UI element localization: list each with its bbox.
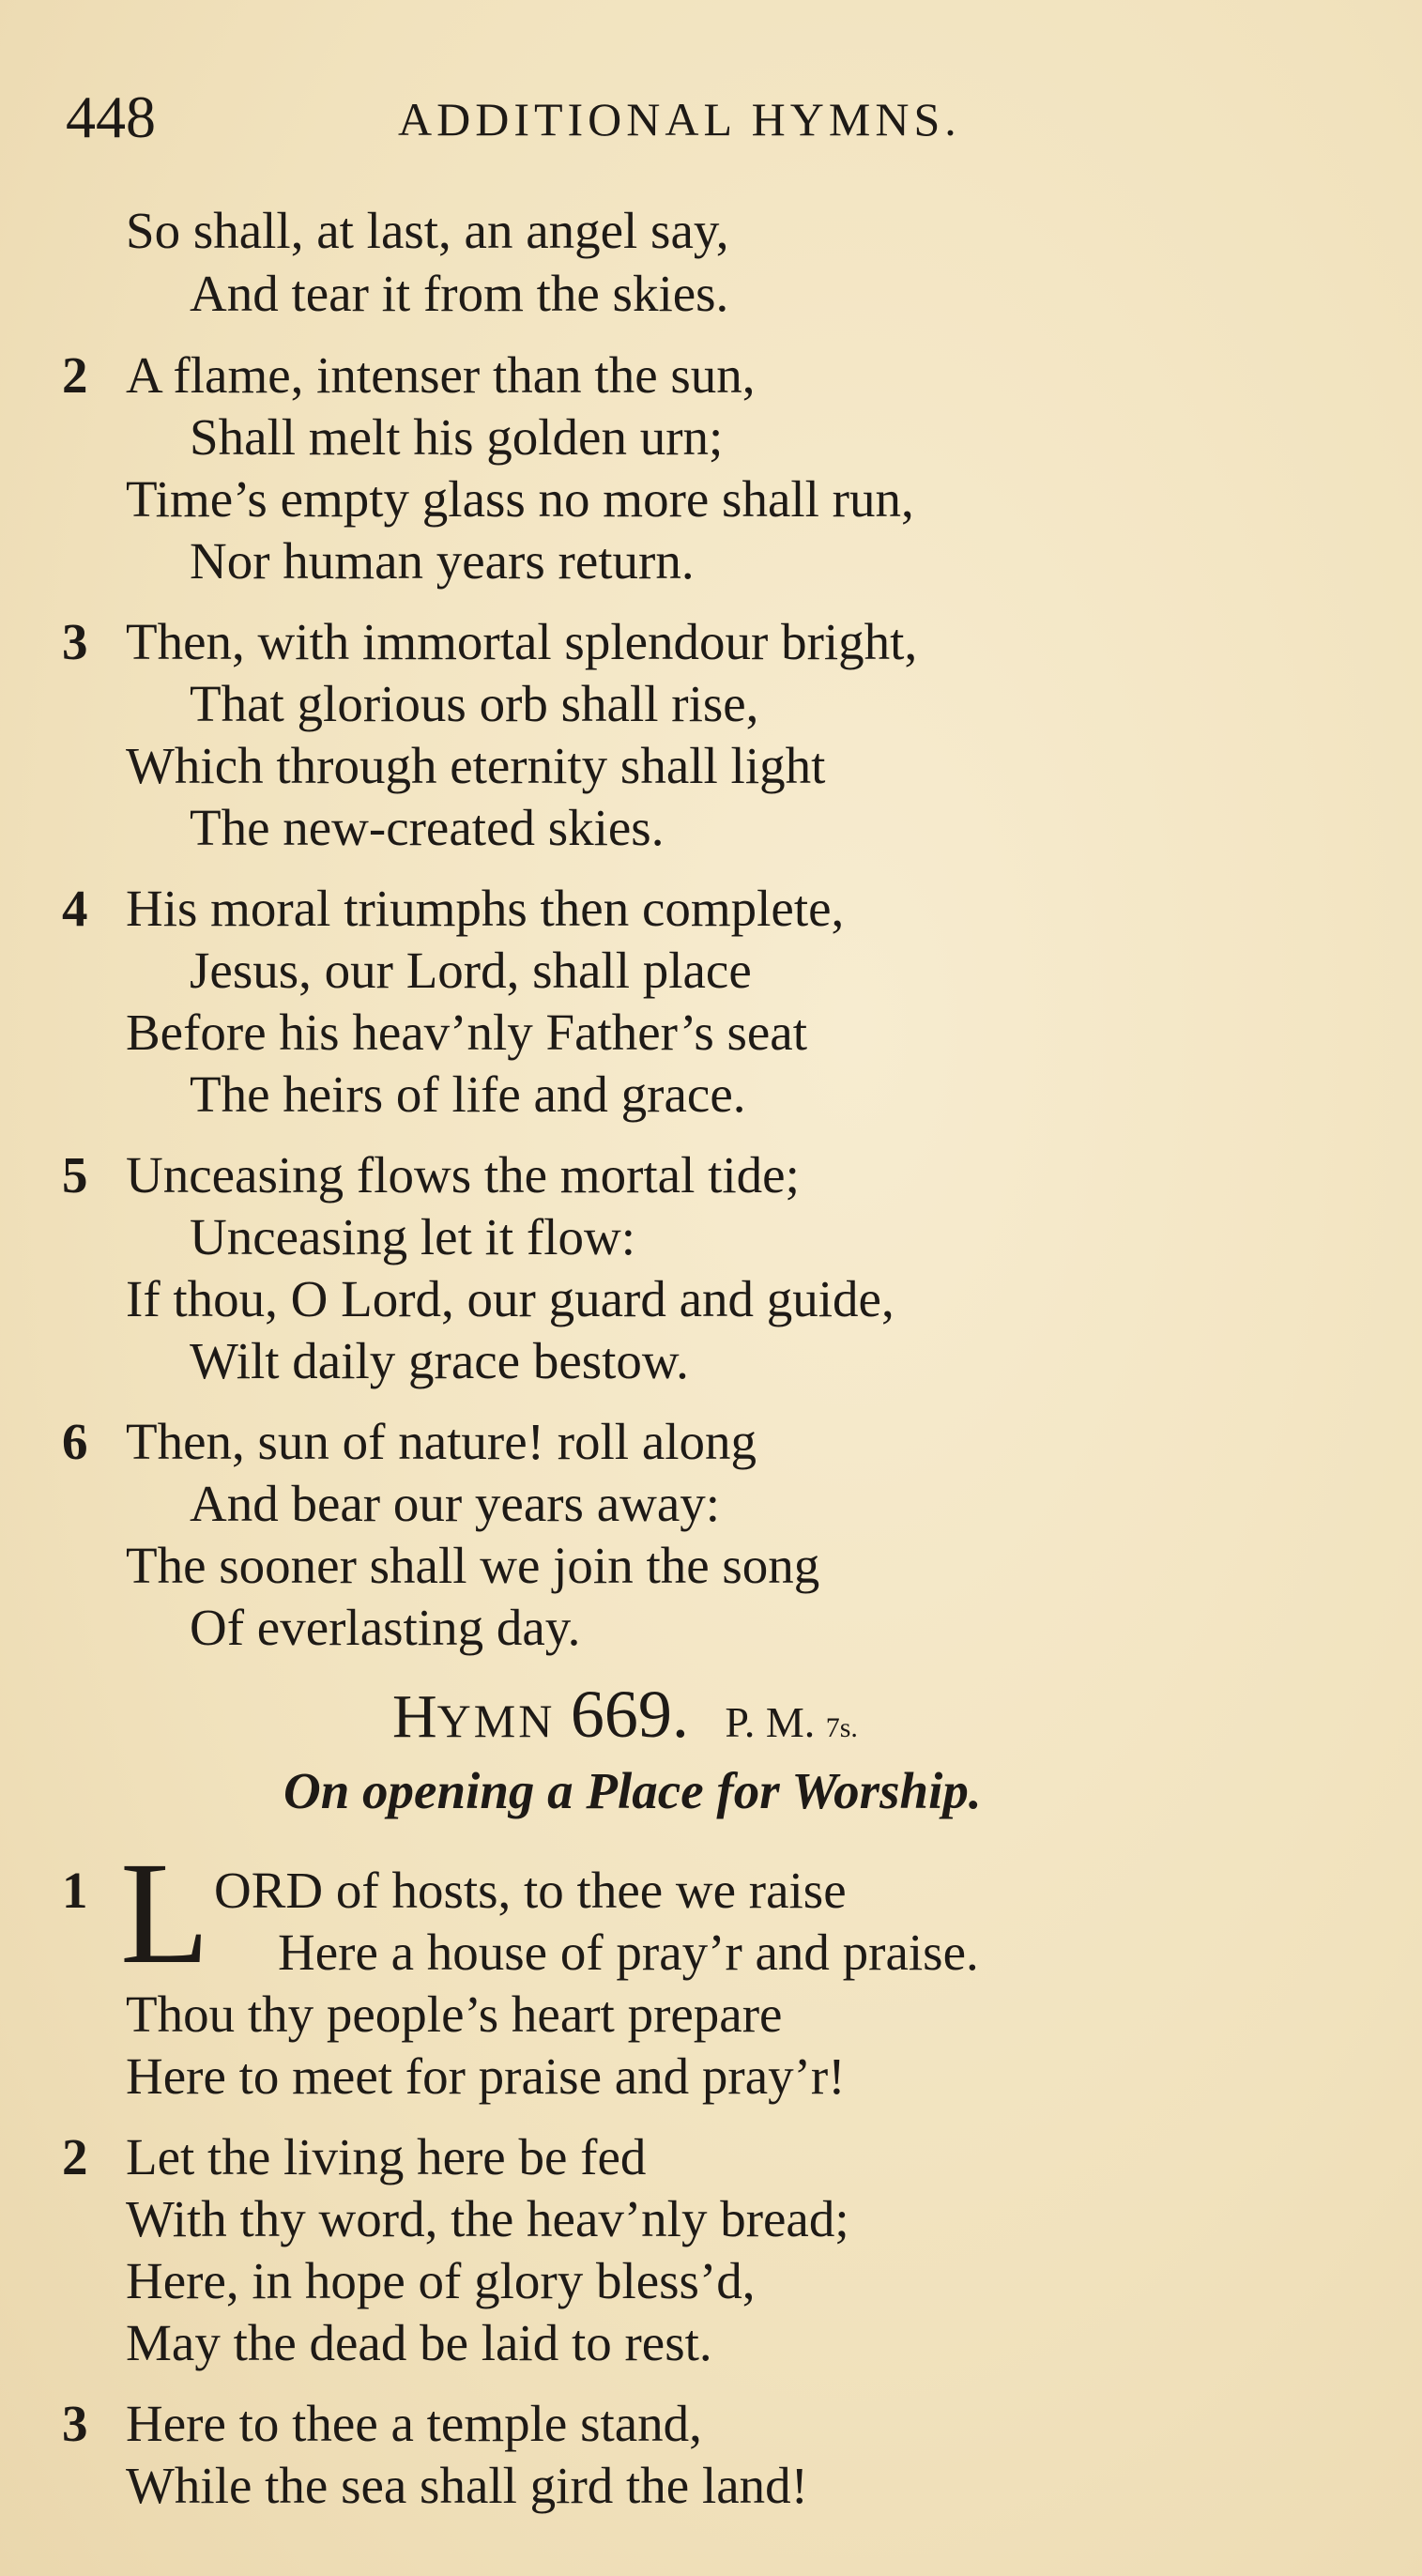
verse-line: His moral triumphs then complete,: [126, 880, 845, 937]
verse-line: The new-created skies.: [190, 799, 665, 856]
verse-line: Unceasing let it flow:: [190, 1208, 636, 1265]
verse-number: 3: [62, 613, 88, 670]
verse-line: And bear our years away:: [190, 1475, 721, 1532]
hymn-title-rest: YMN: [436, 1694, 556, 1747]
verse-line: A flame, intenser than the sun,: [126, 346, 756, 404]
verse-number: 2: [62, 346, 88, 404]
hymn-subtitle: On opening a Place for Worship.: [283, 1762, 982, 1819]
verse-line: Let the living here be fed: [126, 2128, 647, 2185]
running-head: ADDITIONAL HYMNS.: [398, 93, 961, 146]
verse-line: If thou, O Lord, our guard and guide,: [126, 1270, 894, 1327]
verse-line: Here to meet for praise and pray’r!: [126, 2047, 846, 2105]
verse-line: Wilt daily grace bestow.: [190, 1332, 689, 1389]
verse-line: Here a house of pray’r and praise.: [278, 1924, 979, 1981]
verse-line: Thou thy people’s heart prepare: [126, 1986, 783, 2043]
hymn-meter: [725, 1698, 858, 1746]
verse-line: While the sea shall gird the land!: [126, 2457, 808, 2514]
verse-number: 5: [62, 1146, 88, 1204]
verse-number: 6: [62, 1413, 88, 1470]
verse-line: So shall, at last, an angel say,: [126, 202, 729, 259]
verse-line: ORD of hosts, to thee we raise: [214, 1862, 847, 1919]
verse-line: Jesus, our Lord, shall place: [190, 942, 752, 999]
verse-line: Nor human years return.: [190, 532, 695, 590]
verse-line: Here, in hope of glory bless’d,: [126, 2252, 756, 2309]
drop-cap: L: [120, 1832, 210, 1994]
verse-line: The sooner shall we join the song: [126, 1537, 820, 1594]
verse-line: And tear it from the skies.: [190, 265, 729, 322]
hymn-title: [392, 1677, 858, 1752]
verse-line: That glorious orb shall rise,: [190, 675, 759, 732]
verse-line: Of everlasting day.: [190, 1599, 581, 1656]
verse-line: Time’s empty glass no more shall run,: [126, 470, 914, 528]
verse-number: 4: [62, 880, 88, 937]
hymn-meter-small: 7s.: [825, 1712, 858, 1743]
verse-line: With thy word, the heav’nly bread;: [126, 2190, 849, 2247]
verse-line: Which through eternity shall light: [126, 737, 826, 794]
verse-number: 3: [62, 2395, 88, 2452]
page-header: [66, 83, 1380, 158]
verse-line: The heirs of life and grace.: [190, 1066, 746, 1123]
hymn-meter-main: P. M.: [725, 1698, 816, 1746]
verse-line: Here to thee a temple stand,: [126, 2395, 702, 2452]
verse-line: Before his heav’nly Father’s seat: [126, 1004, 807, 1061]
hymn-number: 669.: [570, 1677, 689, 1752]
verse-line: May the dead be laid to rest.: [126, 2314, 712, 2371]
verse-line: Shall melt his golden urn;: [190, 408, 724, 466]
verse-number: 1: [62, 1862, 88, 1919]
page-number: 448: [66, 84, 156, 150]
verse-line: Then, with immortal splendour bright,: [126, 613, 918, 670]
verse-line: Unceasing flows the mortal tide;: [126, 1146, 800, 1204]
verse-number: 2: [62, 2128, 88, 2185]
hymn-title-initial: H: [392, 1682, 437, 1751]
verse-line: Then, sun of nature! roll along: [126, 1413, 757, 1470]
